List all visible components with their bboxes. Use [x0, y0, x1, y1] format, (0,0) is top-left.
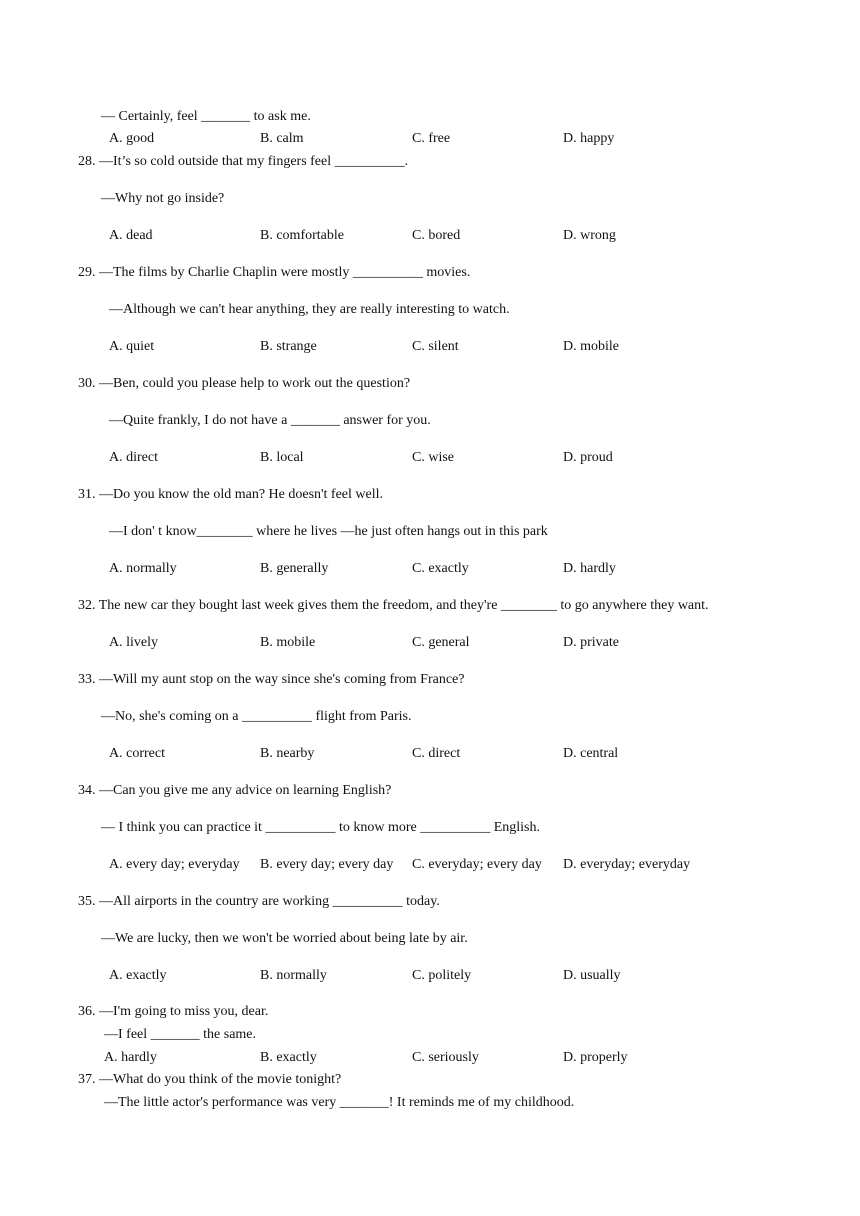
q30-prompt: 30. —Ben, could you please help to work out the question?	[78, 376, 411, 391]
q31-option-a[interactable]: A. normally	[109, 561, 177, 576]
q35-option-b[interactable]: B. normally	[260, 968, 327, 983]
q27-option-d[interactable]: D. happy	[563, 131, 615, 146]
q36-option-d[interactable]: D. properly	[563, 1050, 628, 1065]
q36-reply: —I feel _______ the same.	[104, 1027, 257, 1042]
q34-reply: — I think you can practice it __________ to know more __________ English.	[101, 820, 540, 835]
q32-option-c[interactable]: C. general	[412, 635, 470, 650]
q31-option-c[interactable]: C. exactly	[412, 561, 469, 576]
q28-option-c[interactable]: C. bored	[412, 228, 461, 243]
q33-reply: —No, she's coming on a __________ flight from Paris.	[101, 709, 412, 724]
q28-option-b[interactable]: B. comfortable	[260, 228, 344, 243]
q27-option-a[interactable]: A. good	[109, 131, 155, 146]
q31-option-d[interactable]: D. hardly	[563, 561, 616, 576]
q30-reply: —Quite frankly, I do not have a _______ answer for you.	[109, 413, 431, 428]
q34-option-a[interactable]: A. every day; everyday	[109, 857, 240, 872]
q35-option-d[interactable]: D. usually	[563, 968, 621, 983]
q27-option-c[interactable]: C. free	[412, 131, 451, 146]
q34-prompt: 34. —Can you give me any advice on learning English?	[78, 783, 392, 798]
q33-option-a[interactable]: A. correct	[109, 746, 165, 761]
q29-prompt: 29. —The films by Charlie Chaplin were mostly __________ movies.	[78, 265, 471, 280]
q31-prompt: 31. —Do you know the old man? He doesn't feel well.	[78, 487, 384, 502]
q31-option-b[interactable]: B. generally	[260, 561, 329, 576]
q32-prompt: 32. The new car they bought last week gives them the freedom, and they're ________ to go anywhere they want.	[78, 598, 709, 613]
q34-option-c[interactable]: C. everyday; every day	[412, 857, 542, 872]
q29-option-a[interactable]: A. quiet	[109, 339, 155, 354]
q28-prompt: 28. —It’s so cold outside that my fingers feel __________.	[78, 154, 409, 169]
q34-option-b[interactable]: B. every day; every day	[260, 857, 394, 872]
q33-option-d[interactable]: D. central	[563, 746, 619, 761]
q29-option-c[interactable]: C. silent	[412, 339, 459, 354]
q36-prompt: 36. —I'm going to miss you, dear.	[78, 1004, 269, 1019]
q33-prompt: 33. —Will my aunt stop on the way since she's coming from France?	[78, 672, 465, 687]
q30-option-d[interactable]: D. proud	[563, 450, 613, 465]
q36-option-b[interactable]: B. exactly	[260, 1050, 317, 1065]
q35-option-c[interactable]: C. politely	[412, 968, 472, 983]
q37-reply: —The little actor's performance was very _______! It reminds me of my childhood.	[104, 1095, 575, 1110]
q29-option-b[interactable]: B. strange	[260, 339, 317, 354]
q28-reply: —Why not go inside?	[101, 191, 225, 206]
q27-option-b[interactable]: B. calm	[260, 131, 304, 146]
q30-option-b[interactable]: B. local	[260, 450, 304, 465]
q27-reply: — Certainly, feel _______ to ask me.	[101, 109, 311, 124]
q30-option-a[interactable]: A. direct	[109, 450, 158, 465]
q36-option-c[interactable]: C. seriously	[412, 1050, 479, 1065]
q30-option-c[interactable]: C. wise	[412, 450, 454, 465]
q32-option-d[interactable]: D. private	[563, 635, 619, 650]
q36-option-a[interactable]: A. hardly	[104, 1050, 157, 1065]
q32-option-b[interactable]: B. mobile	[260, 635, 316, 650]
q29-reply: —Although we can't hear anything, they are really interesting to watch.	[109, 302, 510, 317]
q31-reply: —I don' t know________ where he lives —he just often hangs out in this park	[109, 524, 548, 539]
q33-option-b[interactable]: B. nearby	[260, 746, 315, 761]
q33-option-c[interactable]: C. direct	[412, 746, 461, 761]
q35-option-a[interactable]: A. exactly	[109, 968, 167, 983]
q35-prompt: 35. —All airports in the country are working __________ today.	[78, 894, 440, 909]
q37-prompt: 37. —What do you think of the movie tonight?	[78, 1072, 342, 1087]
q29-option-d[interactable]: D. mobile	[563, 339, 619, 354]
q35-reply: —We are lucky, then we won't be worried about being late by air.	[101, 931, 468, 946]
q28-option-d[interactable]: D. wrong	[563, 228, 616, 243]
q28-option-a[interactable]: A. dead	[109, 228, 153, 243]
q34-option-d[interactable]: D. everyday; everyday	[563, 857, 691, 872]
q32-option-a[interactable]: A. lively	[109, 635, 158, 650]
